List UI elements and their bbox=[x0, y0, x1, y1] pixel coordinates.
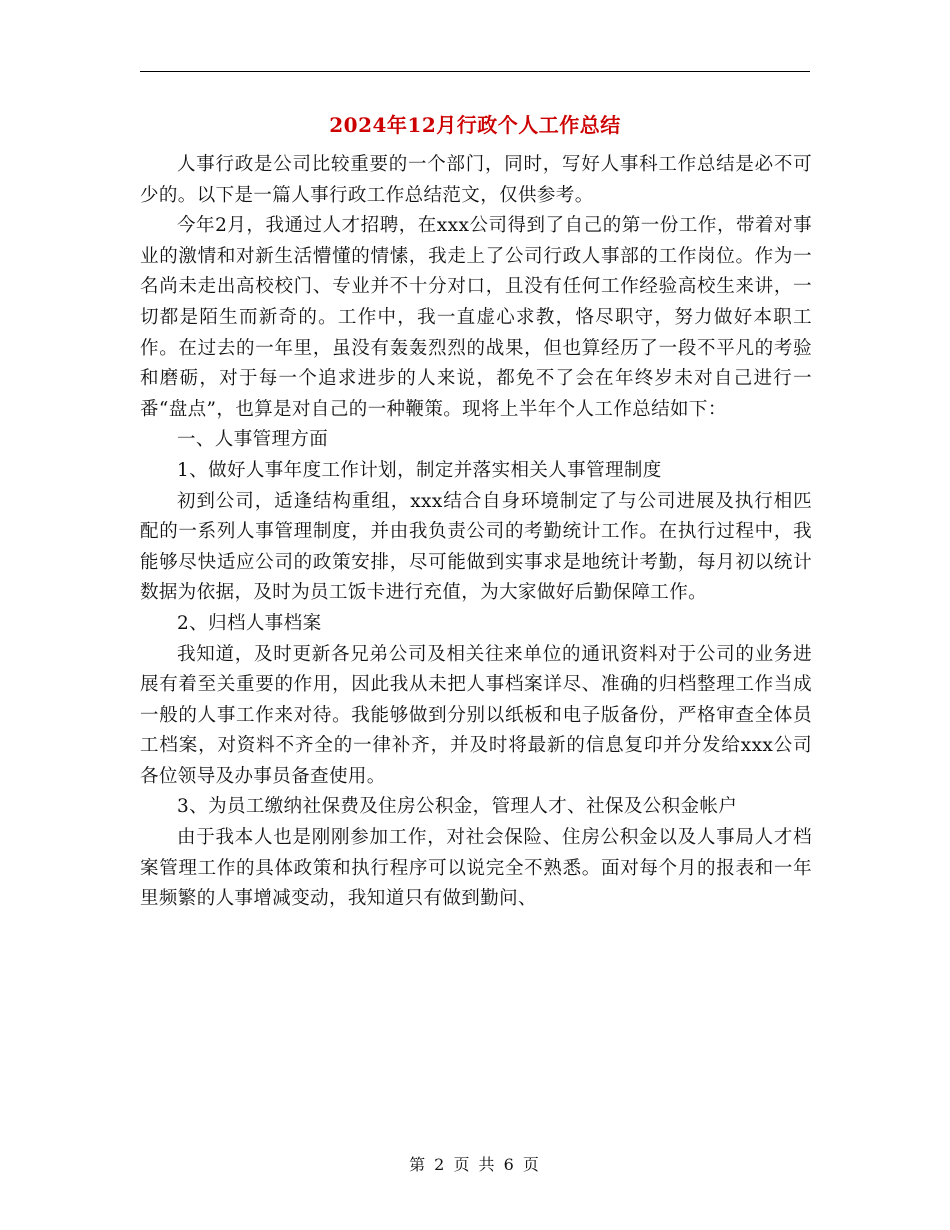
paragraph-background: 今年2月，我通过人才招聘，在xxx公司得到了自己的第一份工作，带着对事业的激情和对新生活懵懂的情愫，我走上了公司行政人事部的工作岗位。作为一名尚未走出高校校门、专业并不十分对口，且没有任何工作经验高校生来讲，一切都是陌生而新奇的。工作中，我一直虚心求教，恪尽职守，努力做好本职工作。在过去的一年里，虽没有轰轰烈烈的战果，但也算经历了一段不平凡的考验和磨砺，对于每一个追求进步的人来说，都免不了会在年终岁未对自己进行一番“盘点”，也算是对自己的一种鞭策。现将上半年个人工作总结如下： bbox=[140, 215, 812, 420]
subheading-annual-plan: 1、做好人事年度工作计划，制定并落实相关人事管理制度 bbox=[177, 459, 662, 481]
paragraph-social-security: 由于我本人也是刚刚参加工作，对社会保险、住房公积金以及人事局人才档案管理工作的具体政策和执行程序可以说完全不熟悉。面对每个月的报表和一年里频繁的人事增减变动，我知道只有做到勤问、 bbox=[140, 827, 812, 910]
footer-current-page: 2 bbox=[434, 1155, 447, 1174]
document-body bbox=[140, 150, 812, 915]
footer-suffix: 页 bbox=[522, 1155, 541, 1174]
paragraph-archives: 我知道，及时更新各兄弟公司及相关往来单位的通讯资料对于公司的业务进展有着至关重要的作用，因此我从未把人事档案详尽、准确的归档整理工作当成一般的人事工作来对待。我能够做到分别以纸板和电子版备份，严格审查全体员工档案，对资料不齐全的一律补齐，并及时将最新的信息复印并分发给xxx公司各位领导及办事员备查使用。 bbox=[140, 643, 812, 787]
page-footer bbox=[0, 1152, 950, 1175]
paragraph-intro: 人事行政是公司比较重要的一个部门，同时，写好人事科工作总结是必不可少的。以下是一篇人事行政工作总结范文，仅供参考。 bbox=[140, 154, 812, 206]
document-title: 2024年12月行政个人工作总结 bbox=[329, 113, 621, 137]
subheading-archives: 2、归档人事档案 bbox=[177, 612, 322, 634]
paragraph-annual-plan: 初到公司，适逢结构重组，xxx结合自身环境制定了与公司进展及执行相匹配的一系列人事管理制度，并由我负责公司的考勤统计工作。在执行过程中，我能够尽快适应公司的政策安排，尽可能做到实事求是地统计考勤，每月初以统计数据为依据，及时为员工饭卡进行充值，为大家做好后勤保障工作。 bbox=[140, 490, 812, 604]
footer-total-pages: 6 bbox=[503, 1155, 516, 1174]
header-rule bbox=[140, 71, 810, 72]
subheading-social-security: 3、为员工缴纳社保费及住房公积金，管理人才、社保及公积金帐户 bbox=[177, 796, 738, 818]
footer-middle: 页 共 bbox=[453, 1155, 497, 1174]
section-heading-personnel: 一、人事管理方面 bbox=[177, 429, 329, 451]
footer-prefix: 第 bbox=[409, 1155, 428, 1174]
